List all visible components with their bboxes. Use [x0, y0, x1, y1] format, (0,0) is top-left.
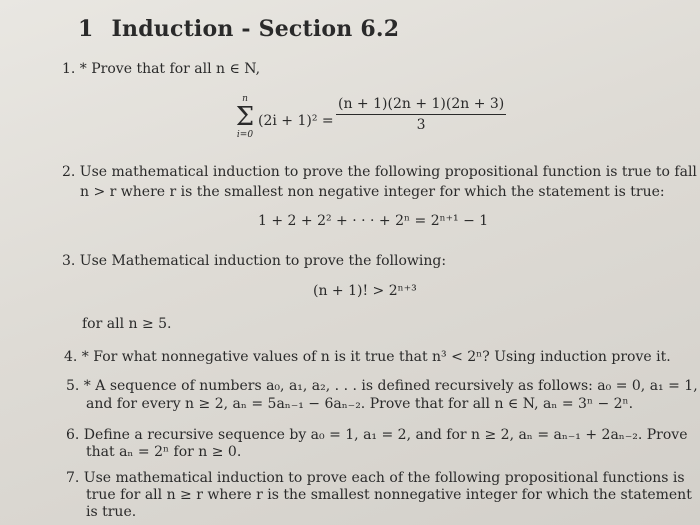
section-title-text: Induction - Section 6.2	[111, 16, 400, 42]
problem-1-lhs: (2i + 1)² =	[258, 113, 334, 129]
problem-3-equation: (n + 1)! > 2ⁿ⁺³	[313, 283, 417, 299]
summation-symbol: n Σ i=0	[230, 94, 260, 140]
fraction-numerator: (n + 1)(2n + 1)(2n + 3)	[336, 96, 506, 115]
problem-2-equation: 1 + 2 + 2² + · · · + 2ⁿ = 2ⁿ⁺¹ − 1	[258, 213, 489, 229]
problem-5-line-2: and for every n ≥ 2, aₙ = 5aₙ₋₁ − 6aₙ₋₂. Prove that for all n ∈ N, aₙ = 3ⁿ − 2ⁿ.	[86, 396, 634, 412]
problem-3-line-2: for all n ≥ 5.	[82, 316, 172, 332]
problem-5-line-1: 5. * A sequence of numbers a₀, a₁, a₂, . . . is defined recursively as follows: a₀ = 0, a₁ = 1,	[66, 378, 698, 394]
sum-upper-limit: n	[242, 94, 248, 104]
fraction-denominator: 3	[416, 117, 426, 133]
section-number: 1	[78, 16, 94, 42]
problem-2-line-2: n > r where r is the smallest non negative integer for which the statement is true:	[80, 184, 665, 200]
problem-6-line-2: that aₙ = 2ⁿ for n ≥ 0.	[86, 444, 242, 460]
problem-6-line-1: 6. Define a recursive sequence by a₀ = 1, a₁ = 2, and for n ≥ 2, aₙ = aₙ₋₁ + 2aₙ₋₂. Prove	[66, 427, 688, 443]
problem-1-fraction	[336, 96, 506, 133]
problem-7-line-2: true for all n ≥ r where r is the smallest nonnegative integer for which the statement	[86, 487, 692, 503]
problem-7-line-1: 7. Use mathematical induction to prove each of the following propositional functions is	[66, 470, 685, 486]
problem-4-line-1: 4. * For what nonnegative values of n is it true that n³ < 2ⁿ? Using induction prove it.	[64, 349, 671, 365]
problem-3-line-1: 3. Use Mathematical induction to prove the following:	[62, 253, 447, 269]
problem-1-statement: 1. * Prove that for all n ∈ N,	[62, 61, 261, 77]
problem-2-line-1: 2. Use mathematical induction to prove the following propositional function is true to fall	[62, 164, 697, 180]
sum-lower-limit: i=0	[236, 130, 254, 140]
section-title	[78, 16, 399, 42]
problem-7-line-3: is true.	[86, 504, 137, 520]
